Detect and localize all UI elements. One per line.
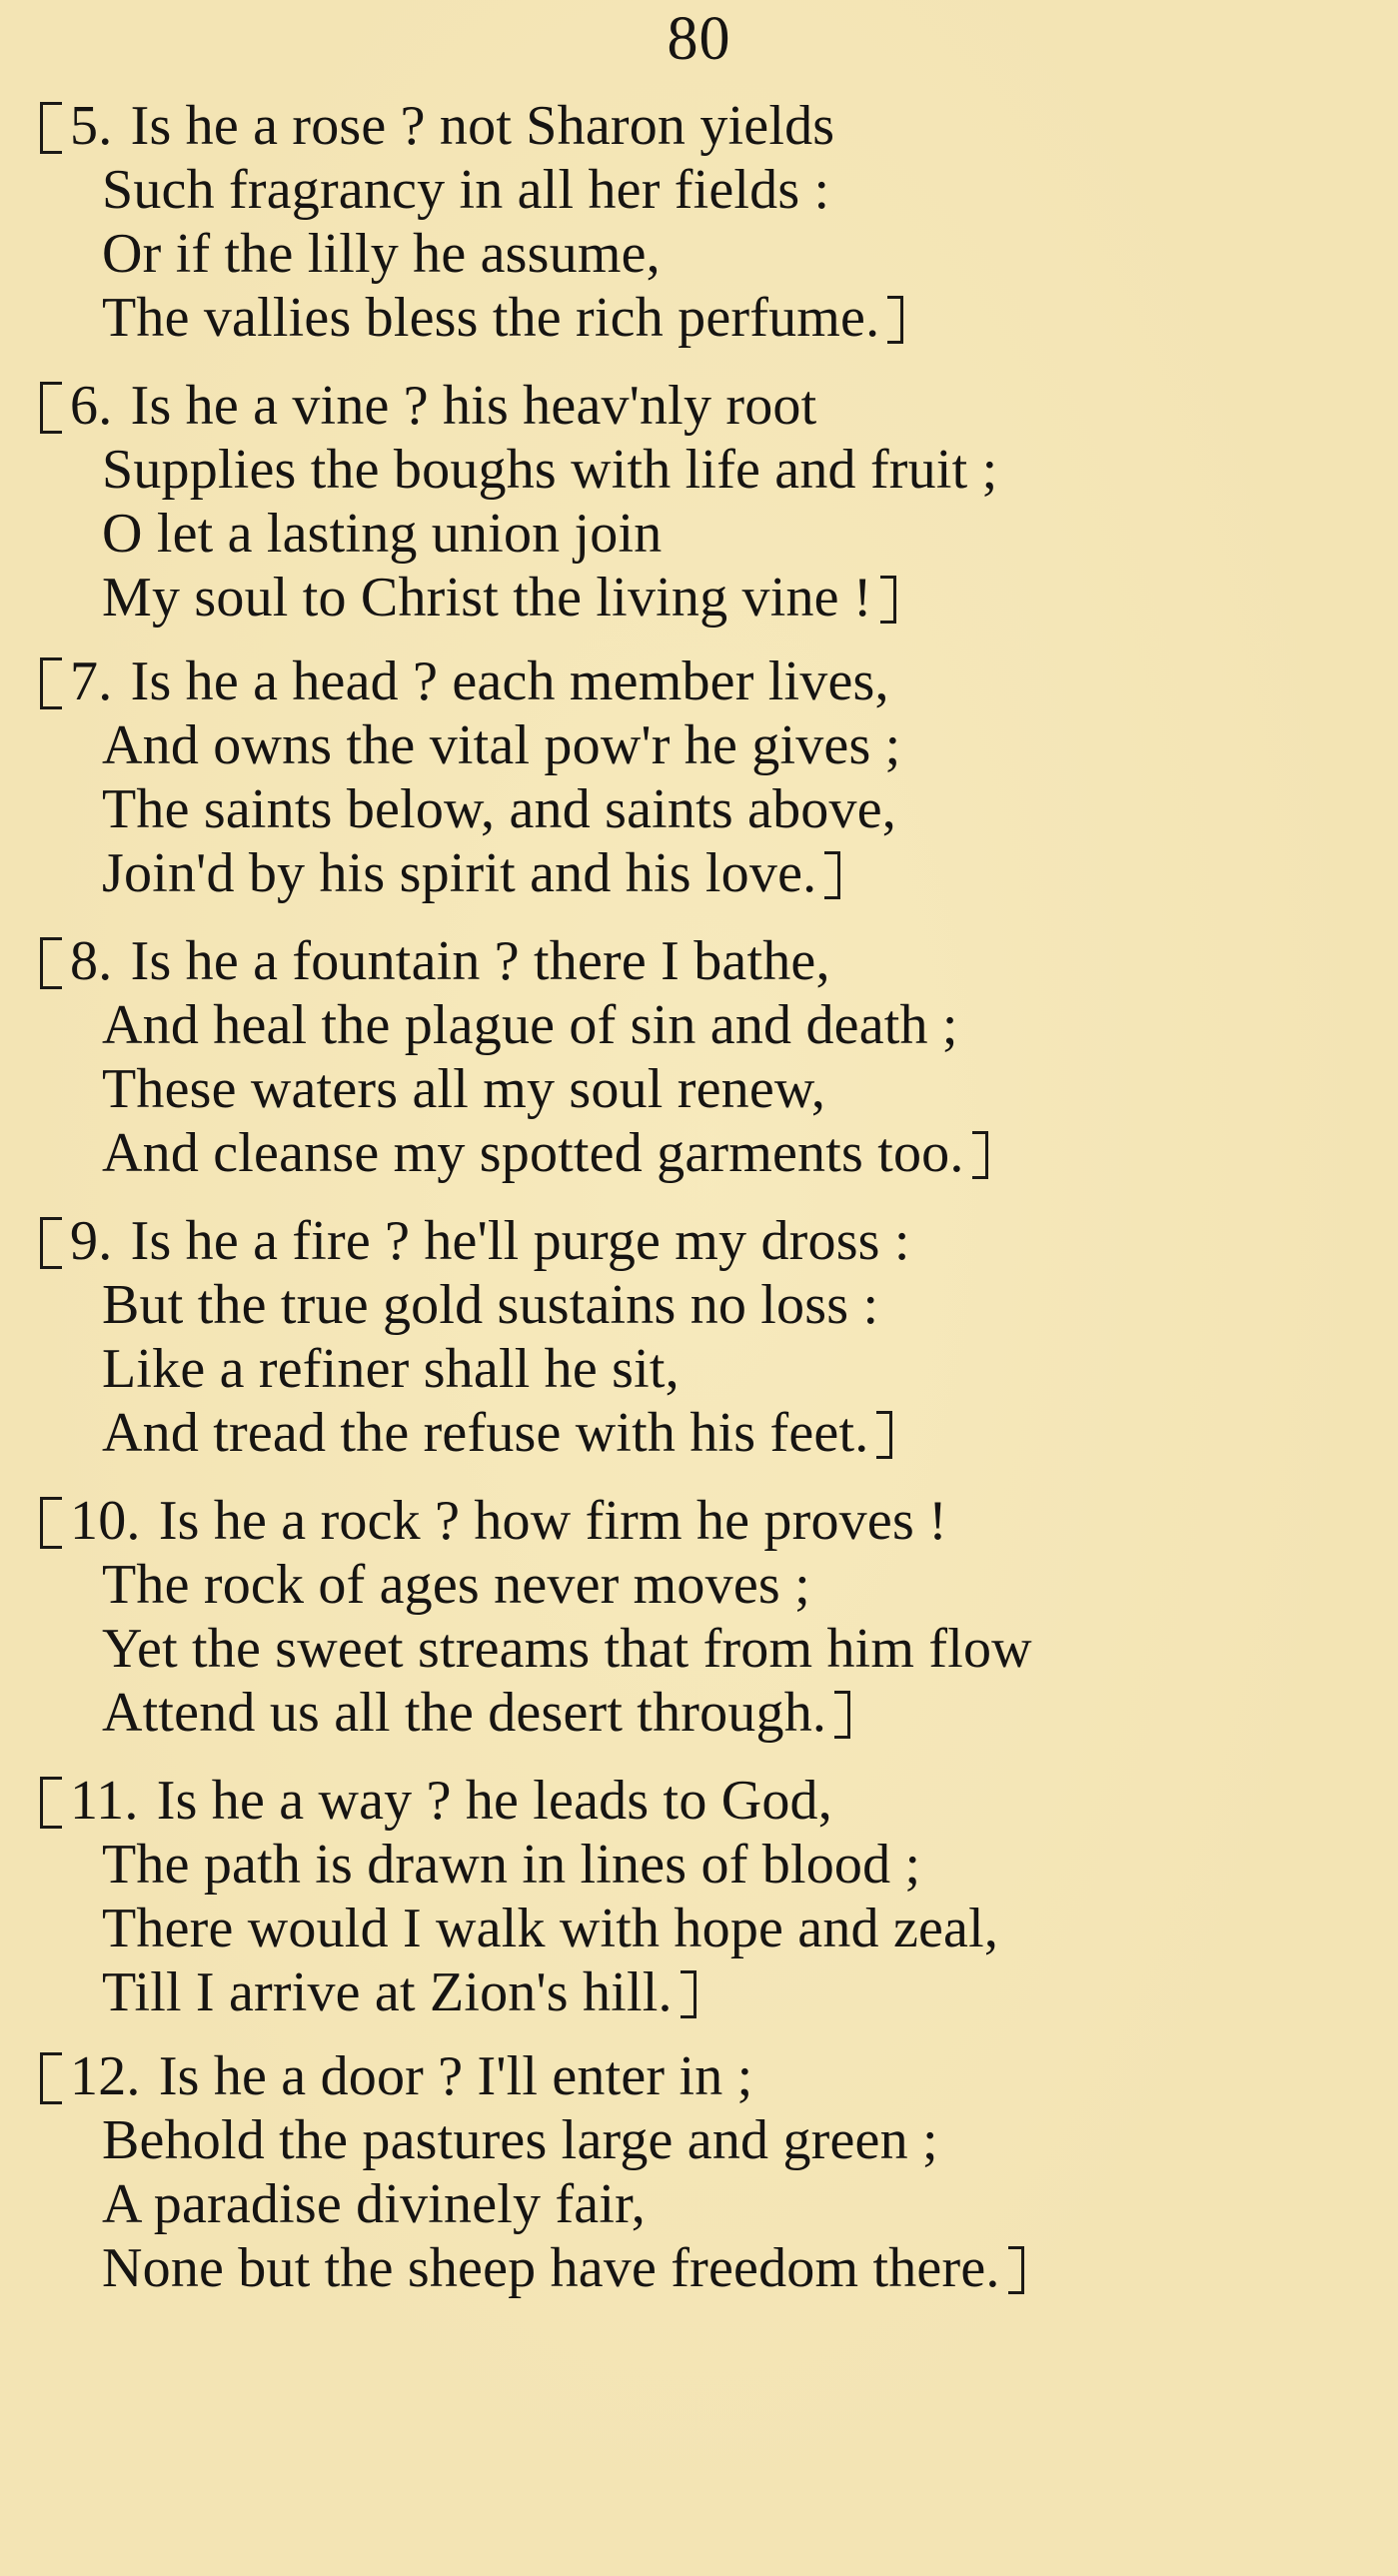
stanza-number: 8. — [70, 930, 113, 992]
stanza-7 — [40, 649, 1369, 905]
stanza-number: 12. — [70, 2045, 141, 2107]
closing-bracket — [887, 296, 903, 344]
verse-text: Till I arrive at Zion's hill. — [102, 1961, 673, 2023]
stanza-6 — [40, 374, 1369, 630]
stanza-line: A paradise divinely fair, — [102, 2173, 646, 2235]
stanza-line: Behold the pastures large and green ; — [102, 2109, 938, 2171]
stanza-line — [40, 1121, 1369, 1185]
verse-text: My soul to Christ the living vine ! — [102, 567, 872, 629]
verse-text: Is he a vine ? his heav'nly root — [130, 375, 817, 437]
stanza-line — [40, 286, 1369, 350]
verse-text: And cleanse my spotted garments too. — [102, 1122, 964, 1184]
stanza-number: 9. — [70, 1210, 113, 1272]
opening-bracket — [40, 2052, 62, 2104]
stanza-line — [40, 2236, 1369, 2300]
closing-bracket — [681, 1970, 697, 2018]
stanza-line — [40, 929, 1369, 993]
stanza-10 — [40, 1489, 1369, 1745]
stanza-line: The rock of ages never moves ; — [102, 1554, 810, 1616]
verse-text: Is he a fire ? he'll purge my dross : — [130, 1210, 910, 1272]
verse-text: Is he a head ? each member lives, — [130, 650, 889, 712]
stanza-line — [40, 94, 1369, 158]
closing-bracket — [824, 851, 840, 899]
opening-bracket — [40, 102, 62, 154]
verse-text: And tread the refuse with his feet. — [102, 1402, 869, 1464]
stanza-line: And heal the plague of sin and death ; — [102, 994, 958, 1056]
closing-bracket — [1008, 2246, 1024, 2294]
stanza-line: Such fragrancy in all her fields : — [102, 159, 830, 221]
verse-text: Is he a rose ? not Sharon yields — [130, 95, 835, 157]
verse-text: Is he a way ? he leads to God, — [156, 1770, 832, 1832]
stanza-line — [40, 1960, 1369, 2024]
stanza-line — [40, 841, 1369, 905]
verse-text: Attend us all the desert through. — [102, 1682, 827, 1744]
verse-text: None but the sheep have freedom there. — [102, 2237, 1000, 2299]
stanza-5 — [40, 94, 1369, 350]
opening-bracket — [40, 1777, 62, 1829]
page-number: 80 — [667, 5, 731, 73]
opening-bracket — [40, 382, 62, 434]
stanza-line — [40, 374, 1369, 438]
closing-bracket — [876, 1411, 892, 1459]
verse-text: Join'd by his spirit and his love. — [102, 842, 817, 904]
opening-bracket — [40, 657, 62, 709]
opening-bracket — [40, 937, 62, 989]
stanza-line: The path is drawn in lines of blood ; — [102, 1834, 921, 1896]
stanza-number: 10. — [70, 1490, 141, 1552]
stanza-8 — [40, 929, 1369, 1185]
stanza-line: Supplies the boughs with life and fruit ; — [102, 439, 998, 501]
closing-bracket — [972, 1131, 988, 1179]
stanza-number: 5. — [70, 95, 113, 157]
stanza-line: These waters all my soul renew, — [102, 1058, 826, 1120]
stanza-number: 11. — [70, 1770, 139, 1832]
stanza-line: And owns the vital pow'r he gives ; — [102, 714, 901, 776]
stanza-line: The saints below, and saints above, — [102, 778, 896, 840]
stanza-9 — [40, 1209, 1369, 1465]
stanza-12 — [40, 2044, 1369, 2300]
stanza-number: 6. — [70, 375, 113, 437]
verse-text: Is he a rock ? how firm he proves ! — [158, 1490, 947, 1552]
verse-text: Is he a door ? I'll enter in ; — [158, 2045, 753, 2107]
stanza-line: Or if the lilly he assume, — [102, 223, 661, 285]
verse-text: The vallies bless the rich perfume. — [102, 287, 880, 349]
opening-bracket — [40, 1497, 62, 1549]
stanza-line: Like a refiner shall he sit, — [102, 1338, 680, 1400]
stanza-line: But the true gold sustains no loss : — [102, 1274, 879, 1336]
opening-bracket — [40, 1217, 62, 1269]
stanza-line — [40, 2044, 1369, 2108]
stanza-line — [40, 1769, 1369, 1833]
stanza-line: Yet the sweet streams that from him flow — [102, 1618, 1032, 1680]
stanza-line — [40, 1681, 1369, 1745]
stanza-line — [40, 1401, 1369, 1465]
stanza-line — [40, 649, 1369, 713]
closing-bracket — [880, 576, 896, 624]
stanza-11 — [40, 1769, 1369, 2024]
closing-bracket — [834, 1691, 850, 1739]
stanza-line — [40, 566, 1369, 630]
stanza-line: O let a lasting union join — [102, 503, 663, 565]
verse-text: Is he a fountain ? there I bathe, — [130, 930, 830, 992]
stanza-line — [40, 1209, 1369, 1273]
stanza-line: There would I walk with hope and zeal, — [102, 1898, 999, 1959]
stanza-line — [40, 1489, 1369, 1553]
stanza-number: 7. — [70, 650, 113, 712]
